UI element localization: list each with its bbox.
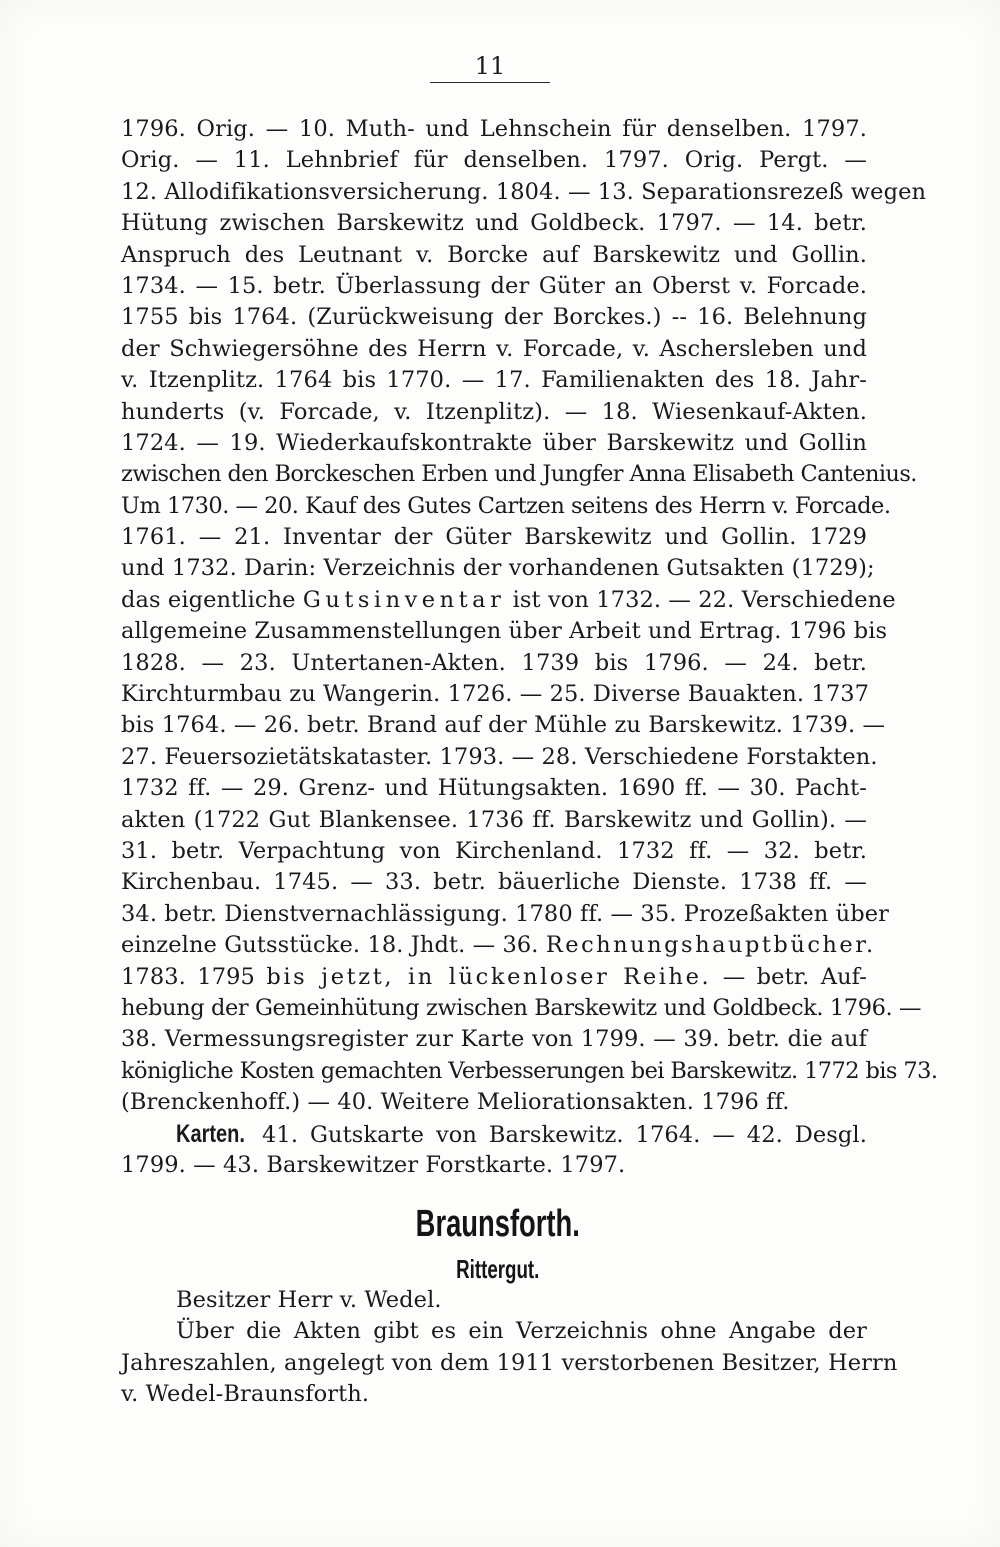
text-line: v. Itzenplitz. 1764 bis 1770. — 17. Familienakten des 18. Jahr- [121,367,867,394]
text-line: 1799. — 43. Barskewitzer Forstkarte. 1797. [121,1151,626,1178]
text-line: hebung der Gemeinhütung zwischen Barskewitz und Goldbeck. 1796. — [121,994,922,1021]
text-line: der Schwiegersöhne des Herrn v. Forcade, v. Aschersleben und [121,335,867,362]
text-line: königliche Kosten gemachten Verbesserungen bei Barskewitz. 1772 bis 73. [121,1057,938,1084]
text-segment: — betr. Auf- [722,963,867,990]
section-title: Braunsforth. [415,1203,580,1245]
text-line: hunderts (v. Forcade, v. Itzenplitz). — 18. Wiesenkauf-Akten. [121,398,867,425]
text-line: Besitzer Herr v. Wedel. [176,1287,442,1313]
text-segment: ist von 1732. — 22. Verschiedene [512,586,896,613]
text-line: bis 1764. — 26. betr. Brand auf der Mühle zu Barskewitz. 1739. — [121,712,886,739]
text-line: 27. Feuersozietätskataster. 1793. — 28. Verschiedene Forstakten. [121,743,878,770]
text-line: Orig. — 11. Lehnbrief für denselben. 1797. Orig. Pergt. — [121,147,867,174]
text-line [121,962,867,993]
text-line: 38. Vermessungsregister zur Karte von 1799. — 39. betr. die auf [121,1026,867,1053]
text-line: und 1732. Darin: Verzeichnis der vorhandenen Gutsakten (1729); [121,555,875,582]
text-line: 1734. — 15. betr. Überlassung der Güter an Oberst v. Forcade. [121,272,867,299]
text-segment: das eigentliche [121,586,296,613]
text-line [121,930,876,961]
text-line: Anspruch des Leutnant v. Borcke auf Barskewitz und Gollin. [121,241,867,268]
emphasized-term: Gutsinventar [302,586,506,613]
text-segment: 1783. 1795 [121,963,255,990]
text-segment: 41. Gutskarte von Barskewitz. 1764. — 42. Desgl. [262,1121,867,1148]
text-line: Jahreszahlen, angelegt von dem 1911 verstorbenen Besitzer, Herrn [121,1349,898,1376]
text-line: 1755 bis 1764. (Zurückweisung der Borckes.) -- 16. Belehnung [121,304,867,331]
text-line: Über die Akten gibt es ein Verzeichnis ohne Angabe der [176,1318,867,1345]
text-line: 34. betr. Dienstvernachlässigung. 1780 ff. — 35. Prozeßakten über [121,900,889,927]
text-line: 31. betr. Verpachtung von Kirchenland. 1732 ff. — 32. betr. [121,837,867,864]
text-line: 1732 ff. — 29. Grenz- und Hütungsakten. 1690 ff. — 30. Pacht- [121,775,867,802]
text-line: 1761. — 21. Inventar der Güter Barskewitz und Gollin. 1729 [121,524,867,551]
text-line: Um 1730. — 20. Kauf des Gutes Cartzen seitens des Herrn v. Forcade. [121,492,891,519]
text-line: Kirchenbau. 1745. — 33. betr. bäuerliche Dienste. 1738 ff. — [121,869,867,896]
maps-heading: Karten. [176,1119,245,1148]
archive-entries [121,114,938,1181]
section-subtitle: Rittergut. [456,1254,540,1284]
text-line: 1724. — 19. Wiederkaufskontrakte über Barskewitz und Gollin [121,429,867,456]
emphasized-term: Rechnungshauptbücher. [545,932,876,959]
text-line: Kirchturmbau zu Wangerin. 1726. — 25. Diverse Bauakten. 1737 [121,681,870,708]
text-line: v. Wedel-Braunsforth. [121,1381,370,1408]
text-line: 1828. — 23. Untertanen-Akten. 1739 bis 1796. — 24. betr. [121,649,867,676]
text-line: akten (1722 Gut Blankensee. 1736 ff. Barskewitz und Gollin). — [121,806,867,833]
text-line: Hütung zwischen Barskewitz und Goldbeck. 1797. — 14. betr. [121,210,867,237]
text-line: zwischen den Borckeschen Erben und Jungfer Anna Elisabeth Cantenius. [121,461,917,488]
owner-paragraph [121,1285,898,1411]
emphasized-phrase: bis jetzt, in lückenloser Reihe. [266,963,712,990]
text-line: 1796. Orig. — 10. Muth- und Lehnschein für denselben. 1797. [121,116,867,142]
text-segment: einzelne Gutsstücke. 18. Jhdt. — 36. [121,932,539,959]
text-line: allgemeine Zusammenstellungen über Arbeit und Ertrag. 1796 bis [121,618,888,645]
text-line: 12. Allodifikationsversicherung. 1804. — 13. Separationsrezeß wegen [121,178,927,205]
text-line [121,1119,867,1150]
page-number: 11 [430,52,550,83]
text-line [121,585,896,616]
text-line: (Brenckenhoff.) — 40. Weitere Meliorationsakten. 1796 ff. [121,1089,790,1116]
